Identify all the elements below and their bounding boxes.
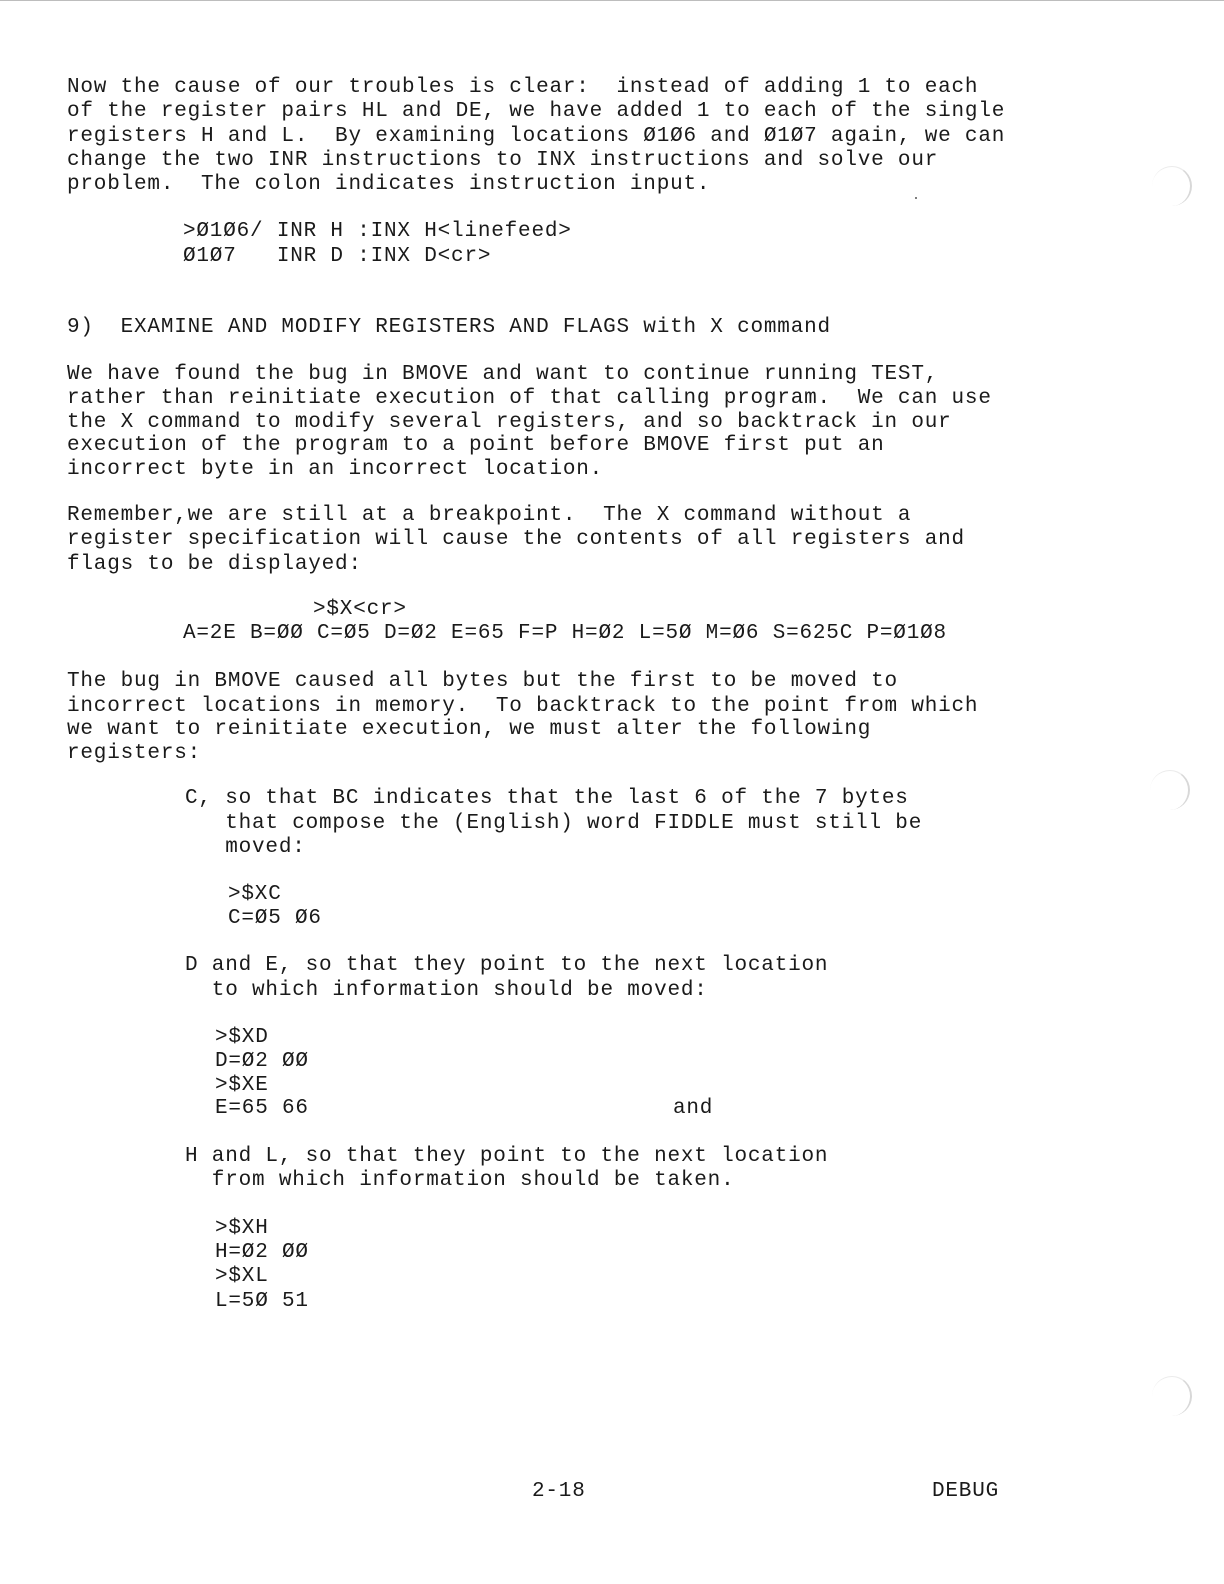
- text-line: We have found the bug in BMOVE and want to continue running TEST,: [67, 363, 939, 386]
- text-line: rather than reinitiate execution of that calling program. We can use: [67, 387, 992, 410]
- footer-section: DEBUG: [932, 1480, 1000, 1503]
- page-number: 2-18: [532, 1480, 586, 1503]
- code-line: >$XE: [215, 1074, 269, 1097]
- code-line: D=Ø2 ØØ: [215, 1050, 309, 1073]
- text-line: execution of the program to a point before BMOVE first put an: [67, 434, 885, 457]
- text-line: Now the cause of our troubles is clear: instead of adding 1 to each: [67, 76, 979, 99]
- register-dump: A=2E B=ØØ C=Ø5 D=Ø2 E=65 F=P H=Ø2 L=5Ø M=Ø6 S=625C P=Ø1Ø8: [183, 622, 947, 645]
- code-line: L=5Ø 51: [215, 1290, 309, 1313]
- code-line: C=Ø5 Ø6: [228, 907, 322, 930]
- section-heading: 9) EXAMINE AND MODIFY REGISTERS AND FLAGS with X command: [67, 316, 831, 339]
- code-line: >$XL: [215, 1265, 269, 1288]
- code-line: >$XC: [228, 883, 282, 906]
- text-line: incorrect locations in memory. To backtrack to the point from which: [67, 695, 979, 718]
- text-line: registers H and L. By examining locations Ø1Ø6 and Ø1Ø7 again, we can: [67, 125, 1006, 148]
- binder-hole-mark: [1152, 1376, 1192, 1416]
- code-line: H=Ø2 ØØ: [215, 1241, 309, 1264]
- binder-hole-mark: [1150, 770, 1190, 810]
- stray-dot-mark: [915, 197, 917, 199]
- text-line: Remember,we are still at a breakpoint. The X command without a: [67, 504, 912, 527]
- text-line: the X command to modify several registers, and so backtrack in our: [67, 411, 952, 434]
- text-line: moved:: [185, 836, 306, 859]
- code-line: >$XH: [215, 1217, 269, 1240]
- text-line: of the register pairs HL and DE, we have added 1 to each of the single: [67, 100, 1006, 123]
- text-line: change the two INR instructions to INX instructions and solve our: [67, 149, 939, 172]
- code-line: E=65 66: [215, 1097, 309, 1120]
- text-line: C, so that BC indicates that the last 6 of the 7 bytes: [185, 787, 909, 810]
- text-line: flags to be displayed:: [67, 553, 362, 576]
- x-command: >$X<cr>: [313, 598, 407, 621]
- text-line: H and L, so that they point to the next location: [185, 1145, 829, 1168]
- and-word: and: [673, 1097, 714, 1120]
- text-line: that compose the (English) word FIDDLE must still be: [185, 812, 923, 835]
- text-line: to which information should be moved:: [185, 979, 708, 1002]
- code-line: Ø1Ø7 INR D :INX D<cr>: [183, 245, 492, 268]
- text-line: incorrect byte in an incorrect location.: [67, 458, 604, 481]
- text-line: register specification will cause the contents of all registers and: [67, 528, 965, 551]
- text-line: The bug in BMOVE caused all bytes but the first to be moved to: [67, 670, 898, 693]
- text-line: D and E, so that they point to the next location: [185, 954, 829, 977]
- text-line: from which information should be taken.: [185, 1169, 735, 1192]
- text-line: we want to reinitiate execution, we must alter the following: [67, 718, 872, 741]
- code-line: >$XD: [215, 1026, 269, 1049]
- page-top-border: [0, 0, 1224, 1]
- text-line: registers:: [67, 742, 202, 765]
- binder-hole-mark: [1152, 166, 1192, 206]
- code-line: >Ø1Ø6/ INR H :INX H<linefeed>: [183, 220, 572, 243]
- text-line: problem. The colon indicates instruction input.: [67, 173, 711, 196]
